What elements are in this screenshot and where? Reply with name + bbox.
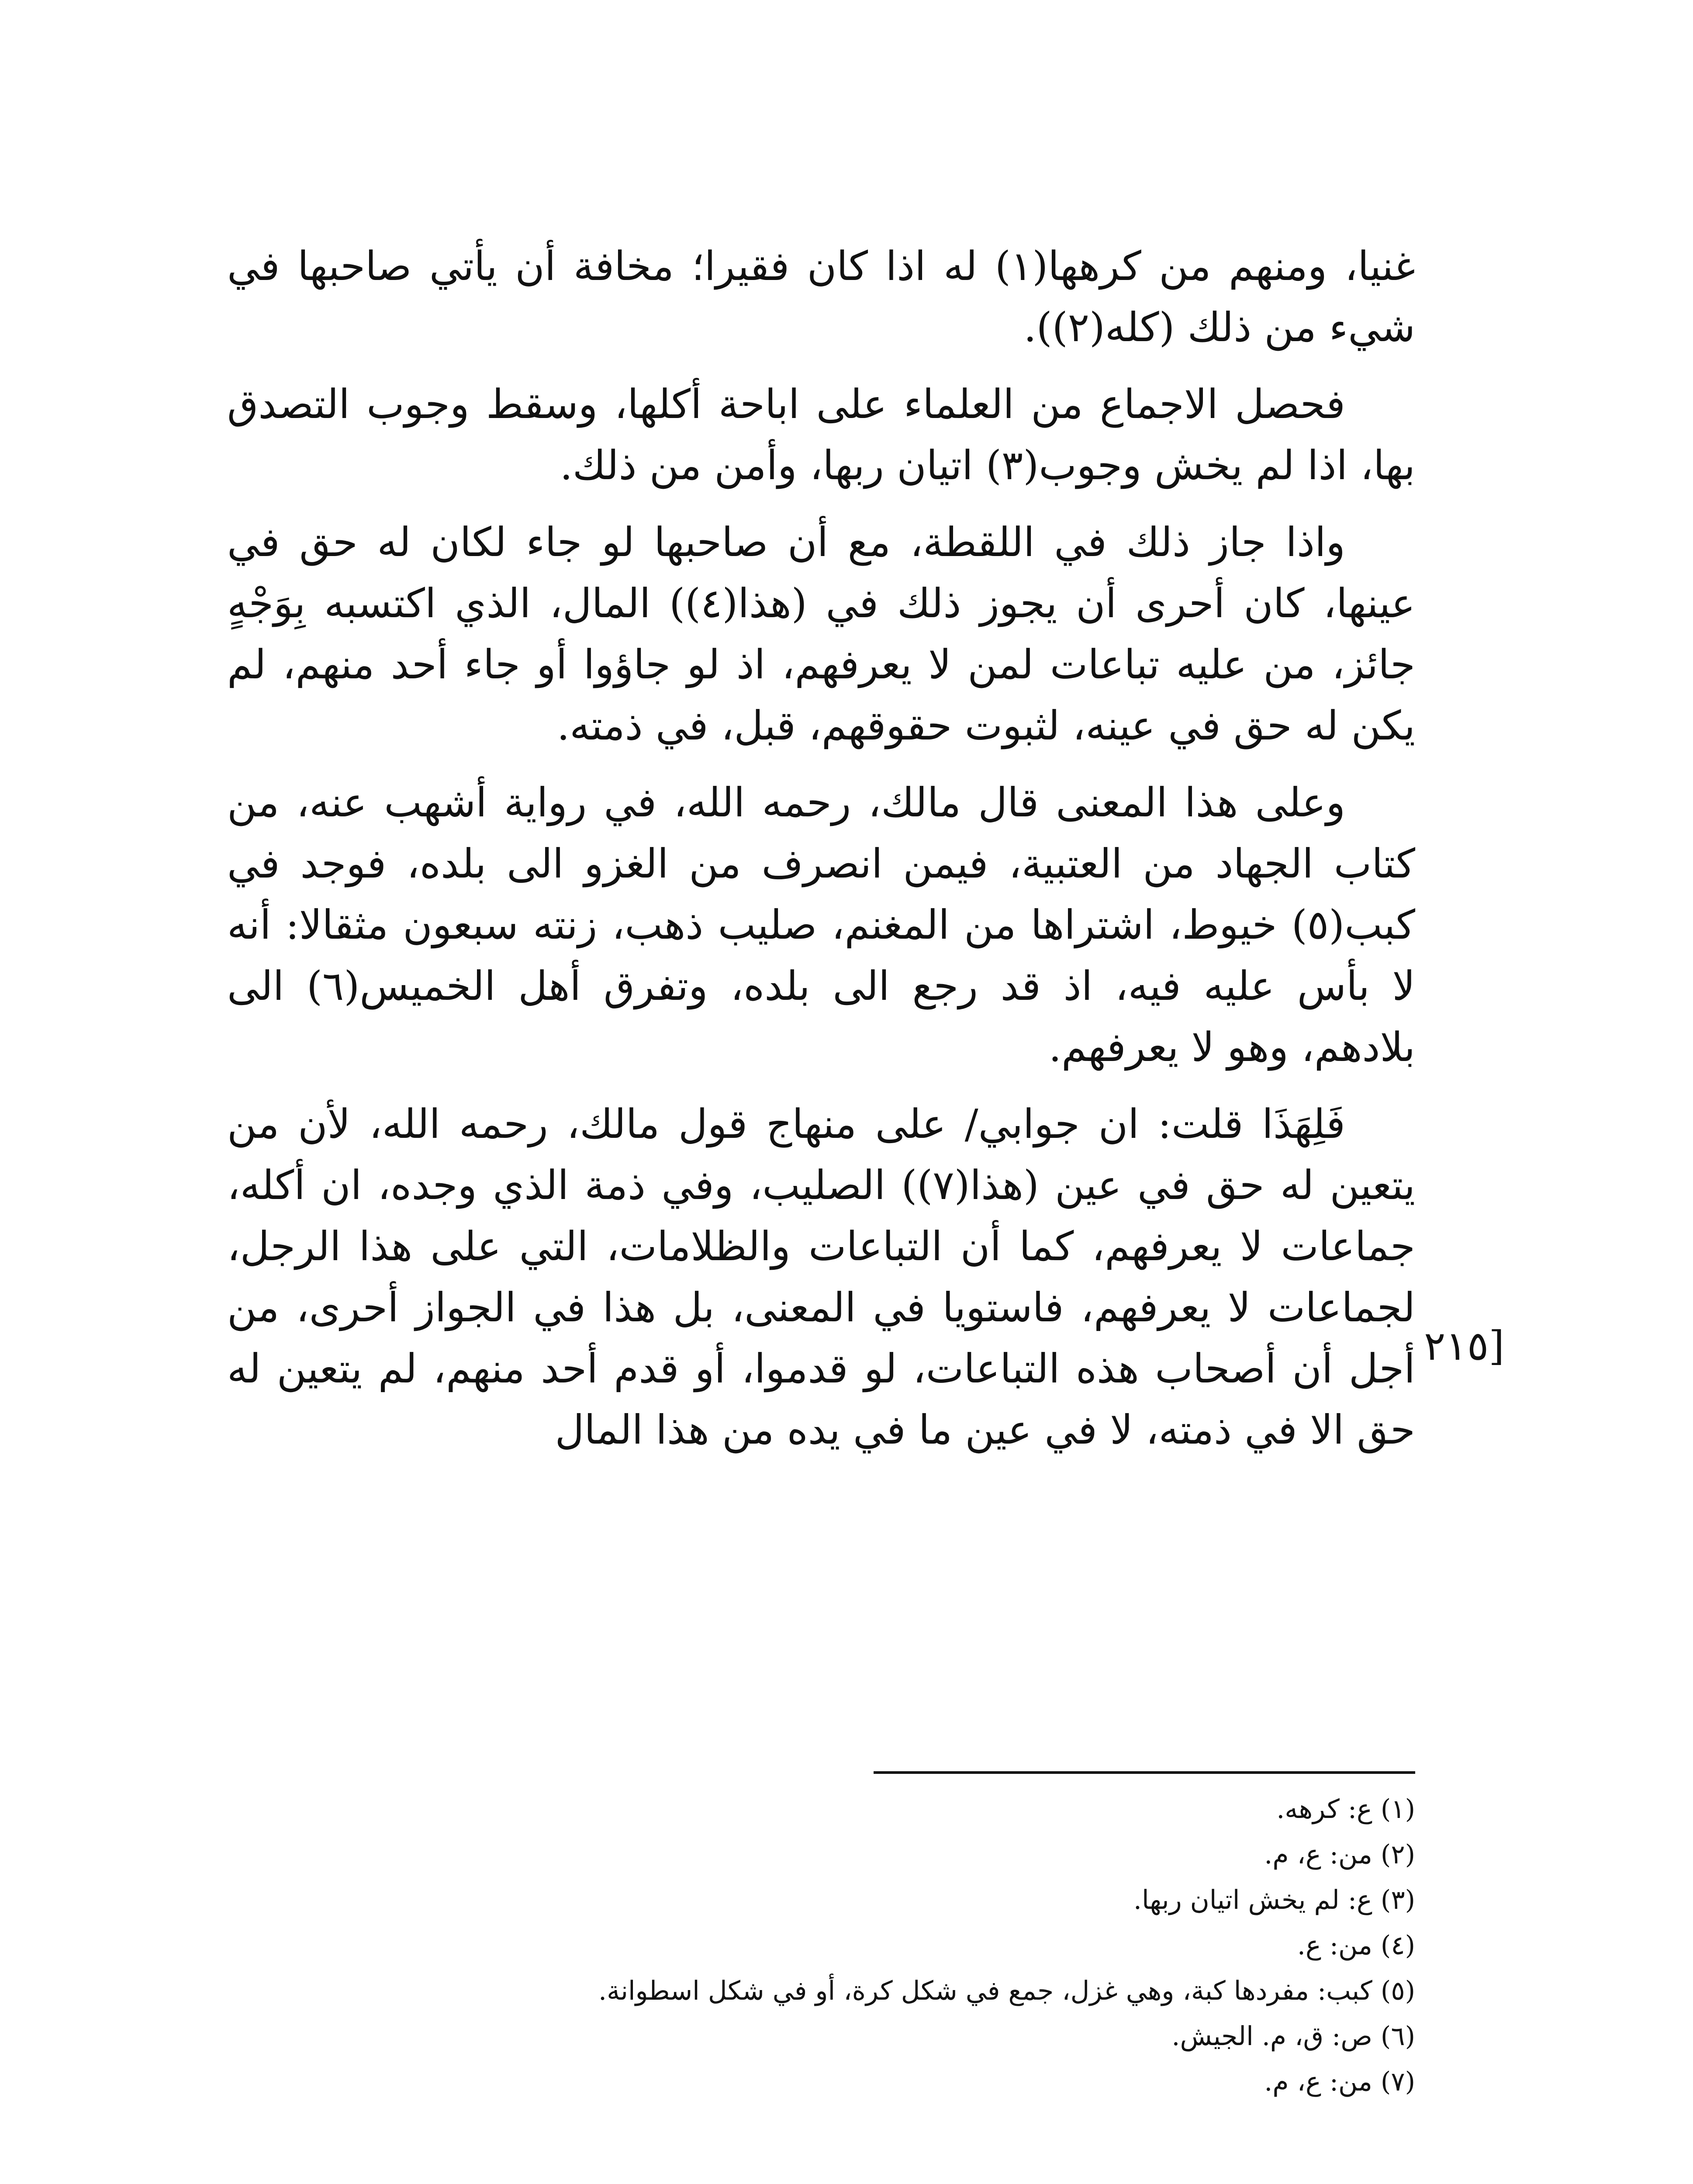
footnote: (٤) من: ع.: [1297, 1930, 1415, 1961]
footnote-rule: [874, 1771, 1415, 1774]
footnote: (٧) من: ع، م.: [1264, 2067, 1415, 2097]
footnote: (١) ع: كرهه.: [1276, 1794, 1415, 1825]
main-text: [227, 236, 1415, 1461]
footnote: (٣) ع: لم يخش اتيان ربها.: [1133, 1885, 1415, 1915]
footnotes: [227, 1787, 1415, 2105]
paragraph: وعلى هذا المعنى قال مالك، رحمه الله، في رواية أشهب عنه، من كتاب الجهاد من العتبية، فيمن انصرف من الغزو الى بلده، فوجد في كبب(٥) خيوط، اشتراها من المغنم، صليب ذهب، زنته سبعون مثقالا: أنه لا بأس عليه فيه، اذ قد رجع الى بلده، وتفرق أهل الخميس(٦) الى بلادهم، وهو لا يعرفهم.: [227, 779, 1415, 1071]
paragraph: فَلِهَذَا قلت: ان جوابي/ على منهاج قول مالك، رحمه الله، لأن من يتعين له حق في عين (هذا(٧)) الصليب، وفي ذمة الذي وجده، ان أكله، جماعات لا يعرفهم، كما أن التباعات والظلامات، التي على هذا الرجل، لجماعات لا يعرفهم، فاستويا في المعنى، بل هذا في الجواز أحرى، من أجل أن أصحاب هذه التباعات، لو قدموا، أو قدم أحد منهم، لم يتعين له حق الا في ذمته، لا في عين ما في يده من هذا المال: [227, 1101, 1416, 1453]
footnote: (٦) ص: ق، م. الجيش.: [1171, 2021, 1415, 2052]
footnote: (٢) من: ع، م.: [1264, 1839, 1415, 1870]
footnote: (٥) كبب: مفردها كبة، وهي غزل، جمع في شكل كرة، أو في شكل اسطوانة.: [598, 1976, 1415, 2006]
paragraph: فحصل الاجماع من العلماء على اباحة أكلها، وسقط وجوب التصدق بها، اذا لم يخش وجوب(٣) اتيان ربها، وأمن من ذلك.: [227, 381, 1415, 489]
paragraph: غنيا، ومنهم من كرهها(١) له اذا كان فقيرا؛ مخافة أن يأتي صاحبها في شيء من ذلك (كله(٢)).: [227, 243, 1415, 351]
paragraph: واذا جاز ذلك في اللقطة، مع أن صاحبها لو جاء لكان له حق في عينها، كان أحرى أن يجوز ذلك في (هذا(٤)) المال، الذي اكتسبه بِوَجْهٍ جائز، من عليه تباعات لمن لا يعرفهم، اذ لو جاؤوا أو جاء أحد منهم، لم يكن له حق في عينه، لثبوت حقوقهم، قبل، في ذمته.: [227, 519, 1416, 749]
folio-marker: [٢١٥: [1424, 1323, 1505, 1369]
